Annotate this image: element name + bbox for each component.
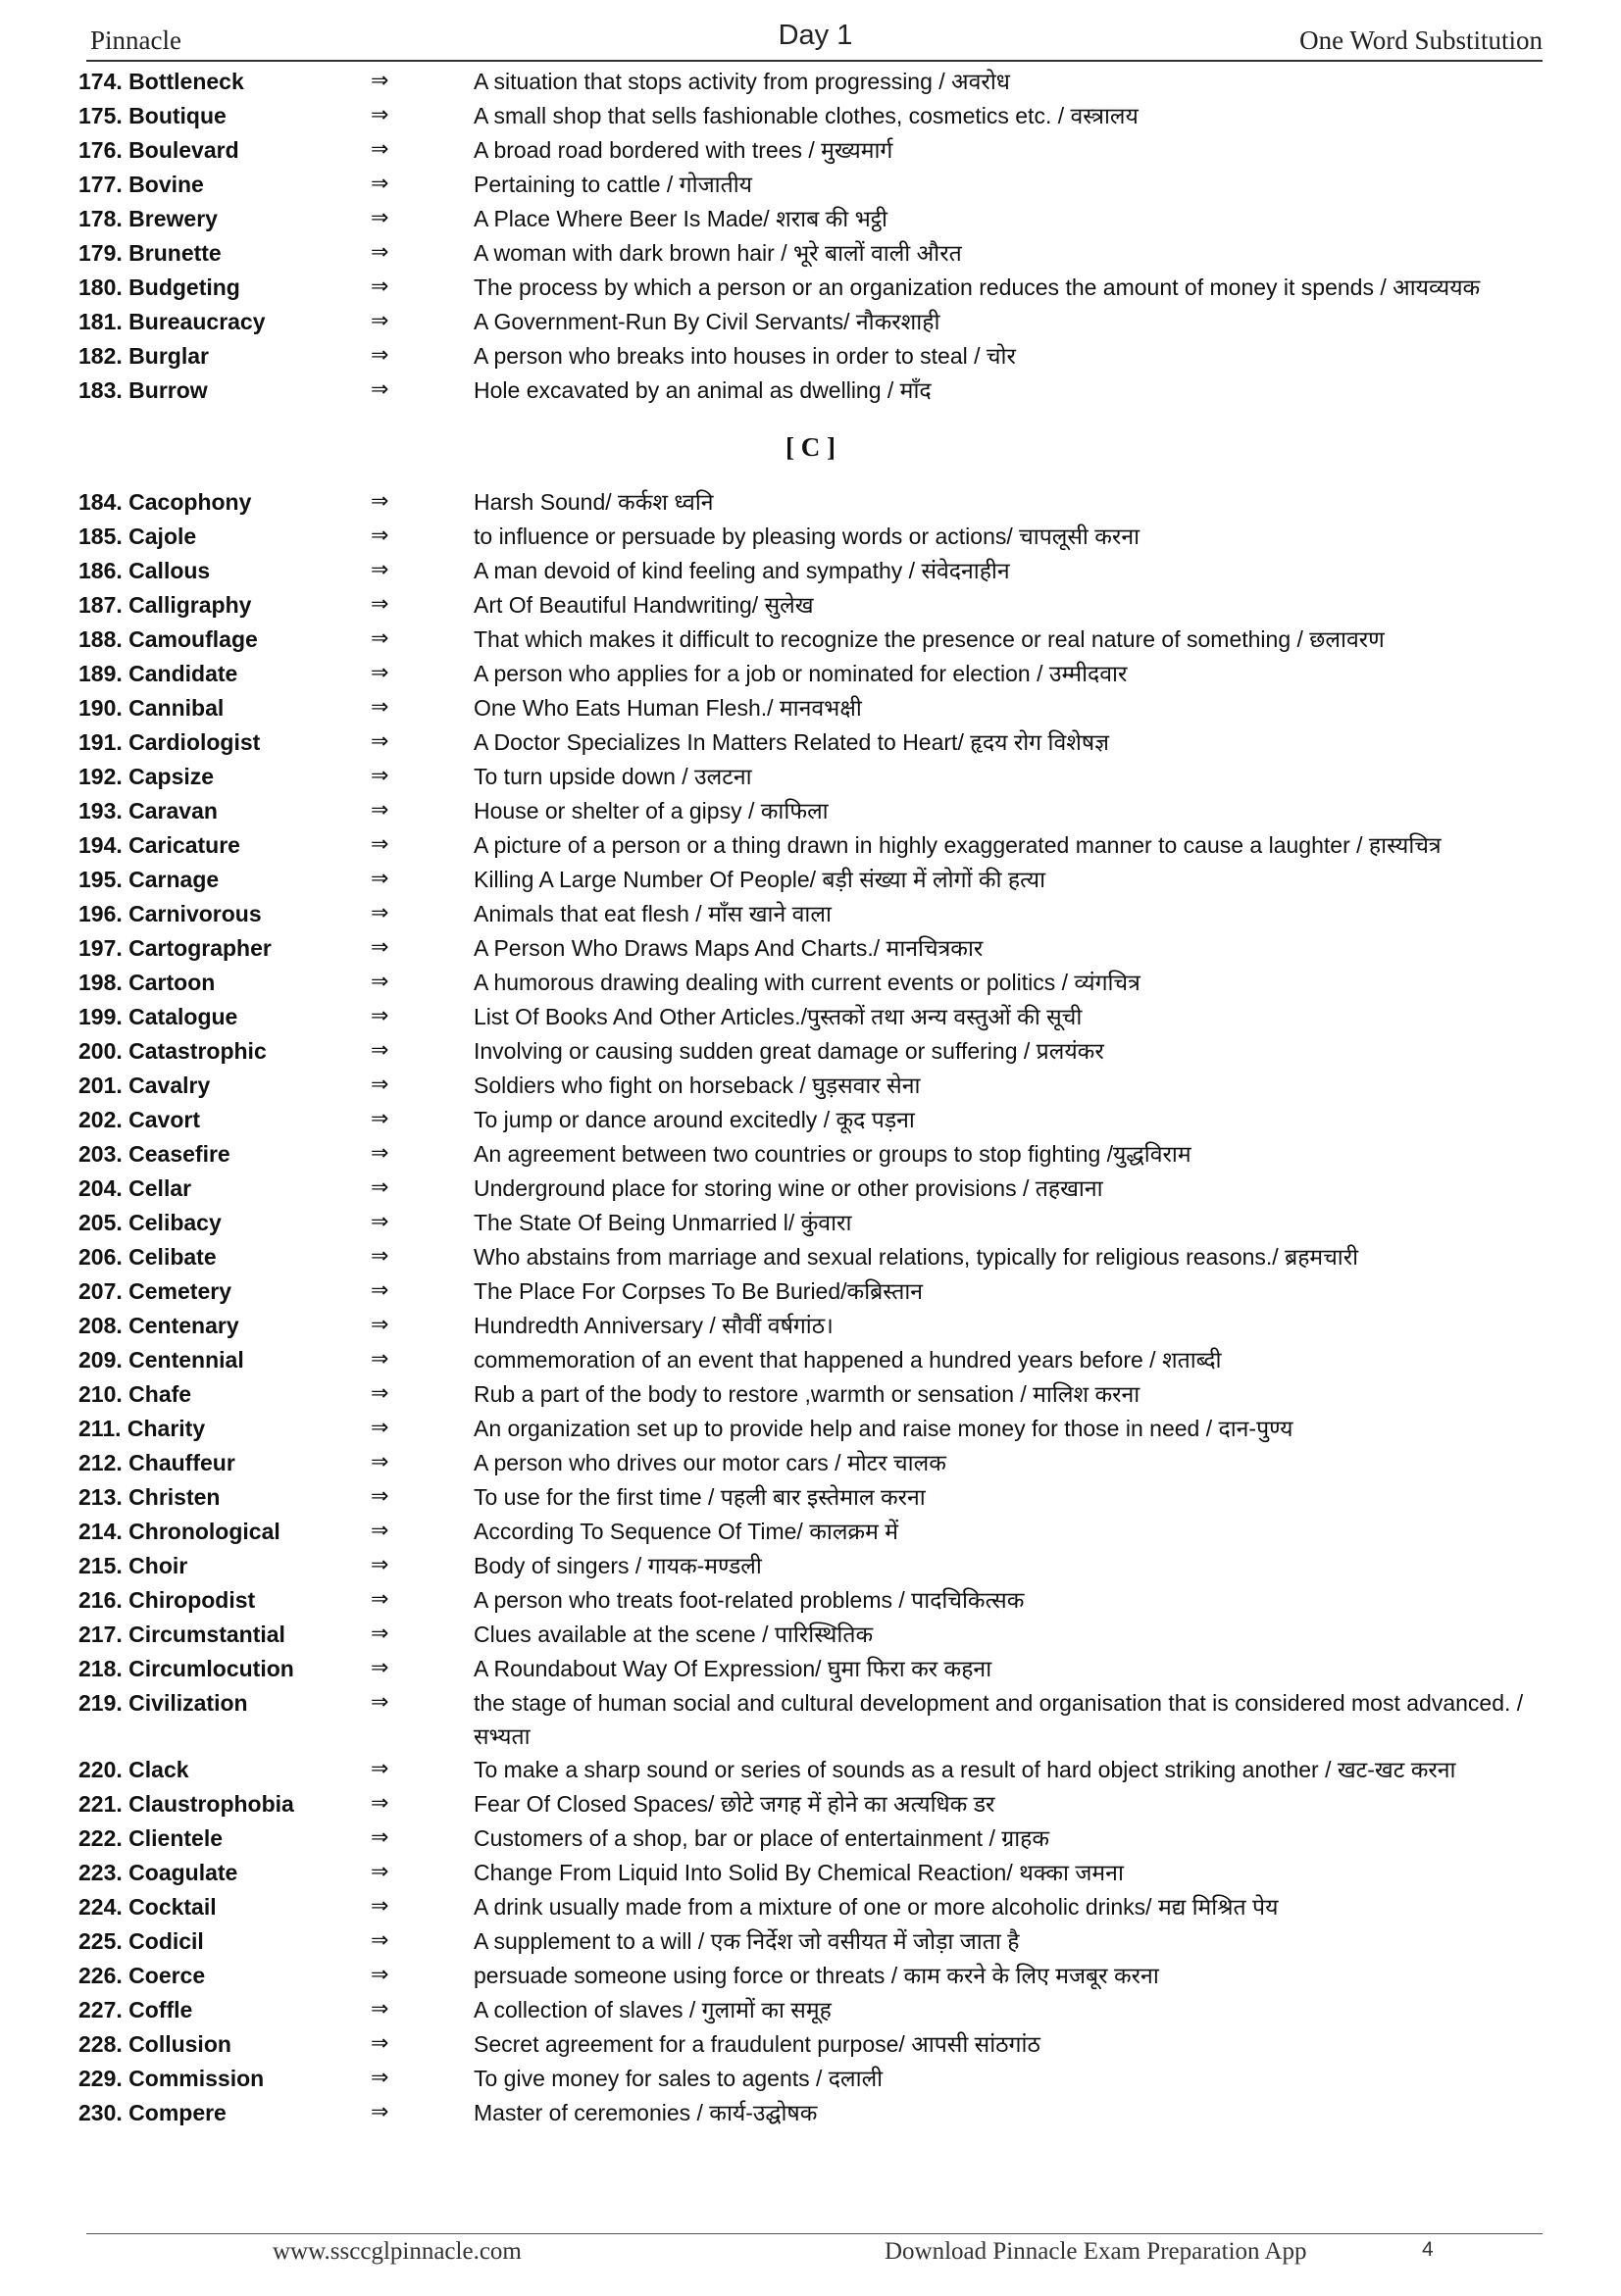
arrow-icon: ⇒ xyxy=(371,1038,389,1063)
entry-term: 217. Circumstantial xyxy=(78,1622,285,1647)
entry-row xyxy=(0,725,1621,760)
entry-term: 213. Christen xyxy=(78,1484,221,1510)
entry-definition: To give money for sales to agents / दलाली xyxy=(474,2066,884,2091)
arrow-icon: ⇒ xyxy=(371,1519,389,1543)
entry-definition: Soldiers who fight on horseback / घुड़सवार सेना xyxy=(474,1073,921,1098)
arrow-icon: ⇒ xyxy=(371,695,389,720)
entry-row xyxy=(0,931,1621,966)
entry-term: 223. Coagulate xyxy=(78,1860,238,1885)
arrow-icon: ⇒ xyxy=(371,1416,389,1440)
arrow-icon: ⇒ xyxy=(371,377,389,402)
entry-definition: To make a sharp sound or series of sounds as a result of hard object striking another / खट-खट करना xyxy=(474,1757,1456,1782)
entry-row xyxy=(0,271,1621,305)
entry-definition: to influence or persuade by pleasing words or actions/ चापलूसी करना xyxy=(474,524,1140,549)
footer-rule xyxy=(86,2233,1543,2234)
arrow-icon: ⇒ xyxy=(371,970,389,994)
entry-term: 181. Bureaucracy xyxy=(78,309,266,334)
entry-term: 178. Brewery xyxy=(78,206,218,231)
entry-row xyxy=(0,236,1621,271)
arrow-icon: ⇒ xyxy=(371,524,389,548)
entry-definition: Animals that eat flesh / माँस खाने वाला xyxy=(474,901,832,926)
entry-row xyxy=(0,1206,1621,1240)
entry-term: 193. Caravan xyxy=(78,798,218,824)
entry-term: 229. Commission xyxy=(78,2066,265,2091)
entry-definition: Hundredth Anniversary / सौवीं वर्षगांठ। xyxy=(474,1313,834,1338)
entry-definition: Art Of Beautiful Handwriting/ सुलेख xyxy=(474,592,814,618)
arrow-icon: ⇒ xyxy=(371,1450,389,1474)
entry-row xyxy=(0,1480,1621,1515)
entry-row xyxy=(0,1377,1621,1412)
arrow-icon: ⇒ xyxy=(371,764,389,788)
arrow-icon: ⇒ xyxy=(371,867,389,891)
entry-term: 203. Ceasefire xyxy=(78,1141,230,1167)
arrow-icon: ⇒ xyxy=(371,309,389,333)
entry-row xyxy=(0,1924,1621,1959)
entry-row xyxy=(0,1069,1621,1103)
arrow-icon: ⇒ xyxy=(371,172,389,196)
entry-definition: According To Sequence Of Time/ कालक्रम में xyxy=(474,1519,898,1544)
entry-definition: A person who treats foot-related problems / पादचिकित्सक xyxy=(474,1587,1025,1613)
entry-definition: A Place Where Beer Is Made/ शराब की भट्ठी xyxy=(474,206,887,231)
entry-row xyxy=(0,1549,1621,1583)
entry-term: 201. Cavalry xyxy=(78,1073,211,1098)
entry-definition: A collection of slaves / गुलामों का समूह xyxy=(474,1997,832,2022)
arrow-icon: ⇒ xyxy=(371,275,389,299)
entry-row xyxy=(0,305,1621,339)
entry-definition: A situation that stops activity from progressing / अवरोध xyxy=(474,69,1010,94)
arrow-icon: ⇒ xyxy=(371,729,389,754)
entry-row xyxy=(0,623,1621,657)
entry-row xyxy=(0,520,1621,554)
entry-term: 184. Cacophony xyxy=(78,489,252,515)
entry-definition: An organization set up to provide help and raise money for those in need / दान-पुण्य xyxy=(474,1416,1293,1441)
entry-term: 219. Civilization xyxy=(78,1690,248,1716)
entry-term: 225. Codicil xyxy=(78,1928,204,1954)
entry-definition: A supplement to a will / एक निर्देश जो वसीयत में जोड़ा जाता है xyxy=(474,1928,1020,1954)
entry-term: 218. Circumlocution xyxy=(78,1656,294,1681)
entry-term: 182. Burglar xyxy=(78,343,209,369)
entry-term: 175. Boutique xyxy=(78,103,227,128)
entry-definition: A person who applies for a job or nominated for election / उम्मीदवार xyxy=(474,661,1128,686)
entry-row xyxy=(0,374,1621,408)
entry-term: 227. Coffle xyxy=(78,1997,193,2022)
entry-definition: A Doctor Specializes In Matters Related to Heart/ हृदय रोग विशेषज्ञ xyxy=(474,729,1109,755)
entry-term: 221. Claustrophobia xyxy=(78,1791,294,1817)
header-rule xyxy=(86,60,1543,62)
arrow-icon: ⇒ xyxy=(371,1244,389,1269)
entry-term: 209. Centennial xyxy=(78,1347,244,1373)
entry-term: 194. Caricature xyxy=(78,832,240,858)
page-footer xyxy=(0,2238,1621,2277)
entry-row xyxy=(0,554,1621,588)
arrow-icon: ⇒ xyxy=(371,1894,389,1919)
arrow-icon: ⇒ xyxy=(371,489,389,514)
entry-definition: That which makes it difficult to recognize the presence or real nature of something / छलावरण xyxy=(474,626,1385,652)
entry-definition: A small shop that sells fashionable clothes, cosmetics etc. / वस्त्रालय xyxy=(474,103,1139,128)
entry-row xyxy=(0,1274,1621,1309)
entry-row xyxy=(0,1583,1621,1618)
entry-term: 176. Boulevard xyxy=(78,137,239,163)
entry-definition: A man devoid of kind feeling and sympathy / संवेदनाहीन xyxy=(474,558,1010,583)
arrow-icon: ⇒ xyxy=(371,1175,389,1200)
entry-definition: Secret agreement for a fraudulent purpose/ आपसी सांठगांठ xyxy=(474,2031,1040,2057)
header-day-title: Day 1 xyxy=(778,20,853,51)
entry-term: 207. Cemetery xyxy=(78,1278,231,1304)
entry-term: 214. Chronological xyxy=(78,1519,280,1544)
entry-definition: A Person Who Draws Maps And Charts./ मानचित्रकार xyxy=(474,935,984,961)
entry-row xyxy=(0,1309,1621,1343)
entry-definition: Harsh Sound/ कर्कश ध्वनि xyxy=(474,489,714,515)
arrow-icon: ⇒ xyxy=(371,1278,389,1303)
word-list xyxy=(0,65,1621,2130)
entry-row xyxy=(0,1787,1621,1822)
entry-row xyxy=(0,65,1621,99)
arrow-icon: ⇒ xyxy=(371,1587,389,1612)
entry-term: 226. Coerce xyxy=(78,1963,206,1988)
entry-row xyxy=(0,2062,1621,2096)
entry-row xyxy=(0,691,1621,725)
entry-term: 199. Catalogue xyxy=(78,1004,238,1029)
entry-term: 179. Brunette xyxy=(78,240,222,266)
entry-term: 185. Cajole xyxy=(78,524,197,549)
entry-definition: Fear Of Closed Spaces/ छोटे जगह में होने का अत्यधिक डर xyxy=(474,1791,995,1817)
entry-row xyxy=(0,1686,1621,1753)
entry-row xyxy=(0,588,1621,623)
entry-row xyxy=(0,1618,1621,1652)
entry-definition: A humorous drawing dealing with current events or politics / व्यंगचित्र xyxy=(474,970,1140,995)
entry-definition: A drink usually made from a mixture of one or more alcoholic drinks/ मद्य मिश्रित पेय xyxy=(474,1894,1279,1920)
entry-row xyxy=(0,1652,1621,1686)
entry-row xyxy=(0,1412,1621,1446)
entry-term: 211. Charity xyxy=(78,1416,206,1441)
entry-definition: Who abstains from marriage and sexual relations, typically for religious reasons./ ब्रहमचारी xyxy=(474,1244,1359,1270)
arrow-icon: ⇒ xyxy=(371,2031,389,2056)
entry-row xyxy=(0,1959,1621,1993)
entry-row xyxy=(0,1103,1621,1137)
entry-definition: To use for the first time / पहली बार इस्तेमाल करना xyxy=(474,1484,926,1510)
entry-definition: The State Of Being Unmarried l/ कुंवारा xyxy=(474,1210,852,1235)
entry-term: 187. Calligraphy xyxy=(78,592,252,618)
arrow-icon: ⇒ xyxy=(371,832,389,857)
entry-row xyxy=(0,1000,1621,1034)
entry-definition: Killing A Large Number Of People/ बड़ी संख्या में लोगों की हत्या xyxy=(474,867,1046,892)
entry-term: 215. Choir xyxy=(78,1553,188,1578)
entry-row xyxy=(0,897,1621,931)
arrow-icon: ⇒ xyxy=(371,206,389,230)
entry-term: 177. Bovine xyxy=(78,172,204,197)
entry-term: 228. Collusion xyxy=(78,2031,231,2057)
entry-definition: A woman with dark brown hair / भूरे बालों वाली औरत xyxy=(474,240,962,266)
entry-row xyxy=(0,1446,1621,1480)
entry-row xyxy=(0,339,1621,374)
entry-row xyxy=(0,966,1621,1000)
arrow-icon: ⇒ xyxy=(371,1690,389,1715)
entry-term: 174. Bottleneck xyxy=(78,69,244,94)
entry-definition: Customers of a shop, bar or place of entertainment / ग्राहक xyxy=(474,1825,1050,1851)
entry-term: 210. Chafe xyxy=(78,1381,192,1407)
entry-row xyxy=(0,1137,1621,1172)
entry-term: 180. Budgeting xyxy=(78,275,240,300)
footer-website[interactable]: www.ssccglpinnacle.com xyxy=(273,2238,522,2265)
entry-term: 204. Cellar xyxy=(78,1175,192,1201)
entry-row xyxy=(0,760,1621,794)
arrow-icon: ⇒ xyxy=(371,1656,389,1680)
entry-term: 189. Candidate xyxy=(78,661,238,686)
arrow-icon: ⇒ xyxy=(371,2100,389,2124)
arrow-icon: ⇒ xyxy=(371,1313,389,1337)
entry-term: 196. Carnivorous xyxy=(78,901,262,926)
arrow-icon: ⇒ xyxy=(371,1860,389,1884)
entry-row xyxy=(0,485,1621,520)
entries-c-group xyxy=(0,485,1621,2130)
entry-definition: The Place For Corpses To Be Buried/कब्रिस्तान xyxy=(474,1278,924,1304)
entry-term: 183. Burrow xyxy=(78,377,208,403)
entry-term: 191. Cardiologist xyxy=(78,729,261,755)
arrow-icon: ⇒ xyxy=(371,1997,389,2021)
entry-definition: Body of singers / गायक-मण्डली xyxy=(474,1553,762,1578)
entry-row xyxy=(0,99,1621,133)
arrow-icon: ⇒ xyxy=(371,1757,389,1781)
arrow-icon: ⇒ xyxy=(371,1928,389,1953)
entry-term: 224. Cocktail xyxy=(78,1894,217,1920)
entry-definition: the stage of human social and cultural development and organisation that is considered most advanced. / सभ्यता xyxy=(474,1690,1524,1749)
arrow-icon: ⇒ xyxy=(371,1484,389,1509)
arrow-icon: ⇒ xyxy=(371,1141,389,1166)
entry-row xyxy=(0,1240,1621,1274)
entry-definition: A Roundabout Way Of Expression/ घुमा फिरा कर कहना xyxy=(474,1656,992,1681)
entry-row xyxy=(0,2096,1621,2130)
entry-definition: A person who breaks into houses in order to steal / चोर xyxy=(474,343,1016,369)
entry-term: 192. Capsize xyxy=(78,764,215,789)
entry-definition: Rub a part of the body to restore ,warmth or sensation / मालिश करना xyxy=(474,1381,1140,1407)
entry-definition: A Government-Run By Civil Servants/ नौकरशाही xyxy=(474,309,940,334)
entry-term: 220. Clack xyxy=(78,1757,189,1782)
arrow-icon: ⇒ xyxy=(371,1004,389,1028)
arrow-icon: ⇒ xyxy=(371,1825,389,1850)
arrow-icon: ⇒ xyxy=(371,1791,389,1816)
arrow-icon: ⇒ xyxy=(371,137,389,162)
entry-definition: Underground place for storing wine or other provisions / तहखाना xyxy=(474,1175,1103,1201)
entry-row xyxy=(0,863,1621,897)
entry-definition: commemoration of an event that happened a hundred years before / शताब्दी xyxy=(474,1347,1222,1373)
entry-term: 206. Celibate xyxy=(78,1244,217,1270)
entry-definition: Clues available at the scene / पारिस्थितिक xyxy=(474,1622,874,1647)
entry-definition: A broad road bordered with trees / मुख्यमार्ग xyxy=(474,137,893,163)
footer-app-text: Download Pinnacle Exam Preparation App xyxy=(885,2238,1307,2265)
entry-row xyxy=(0,202,1621,236)
entry-row xyxy=(0,828,1621,863)
entry-definition: The process by which a person or an organization reduces the amount of money it spends / आयव्ययक xyxy=(474,275,1481,300)
entry-row xyxy=(0,1172,1621,1206)
entry-definition: Pertaining to cattle / गोजातीय xyxy=(474,172,753,197)
arrow-icon: ⇒ xyxy=(371,935,389,960)
entry-term: 195. Carnage xyxy=(78,867,220,892)
entry-row xyxy=(0,1890,1621,1924)
arrow-icon: ⇒ xyxy=(371,661,389,685)
entry-term: 202. Cavort xyxy=(78,1107,201,1132)
arrow-icon: ⇒ xyxy=(371,1622,389,1646)
arrow-icon: ⇒ xyxy=(371,69,389,93)
arrow-icon: ⇒ xyxy=(371,1381,389,1406)
entry-definition: Change From Liquid Into Solid By Chemical Reaction/ थक्का जमना xyxy=(474,1860,1124,1885)
entry-term: 208. Centenary xyxy=(78,1313,239,1338)
entry-row xyxy=(0,1515,1621,1549)
entry-term: 186. Callous xyxy=(78,558,211,583)
entry-definition: An agreement between two countries or groups to stop fighting /युद्धविराम xyxy=(474,1141,1191,1167)
arrow-icon: ⇒ xyxy=(371,343,389,368)
arrow-icon: ⇒ xyxy=(371,2066,389,2090)
arrow-icon: ⇒ xyxy=(371,103,389,127)
arrow-icon: ⇒ xyxy=(371,1210,389,1234)
entry-row xyxy=(0,2027,1621,2062)
arrow-icon: ⇒ xyxy=(371,626,389,651)
entry-row xyxy=(0,794,1621,828)
arrow-icon: ⇒ xyxy=(371,1073,389,1097)
page-header xyxy=(88,20,1543,61)
header-publisher: Pinnacle xyxy=(90,25,181,55)
entry-row xyxy=(0,1993,1621,2027)
arrow-icon: ⇒ xyxy=(371,901,389,925)
entry-row xyxy=(0,657,1621,691)
entry-definition: To jump or dance around excitedly / कूद पड़ना xyxy=(474,1107,915,1132)
entry-term: 198. Cartoon xyxy=(78,970,216,995)
arrow-icon: ⇒ xyxy=(371,1107,389,1131)
entry-definition: One Who Eats Human Flesh./ मानवभक्षी xyxy=(474,695,862,721)
entry-term: 190. Cannibal xyxy=(78,695,225,721)
entry-definition: Involving or causing sudden great damage or suffering / प्रलयंकर xyxy=(474,1038,1104,1064)
entry-term: 216. Chiropodist xyxy=(78,1587,256,1613)
entry-term: 205. Celibacy xyxy=(78,1210,222,1235)
entry-row xyxy=(0,133,1621,168)
entry-row xyxy=(0,1753,1621,1787)
entry-row xyxy=(0,1034,1621,1069)
entry-definition: A picture of a person or a thing drawn in highly exaggerated manner to cause a laughter / हास्यचित्र xyxy=(474,832,1442,858)
entries-b-group xyxy=(0,65,1621,408)
entry-row xyxy=(0,1856,1621,1890)
entry-term: 222. Clientele xyxy=(78,1825,224,1851)
entry-row xyxy=(0,168,1621,202)
arrow-icon: ⇒ xyxy=(371,1347,389,1372)
arrow-icon: ⇒ xyxy=(371,1553,389,1577)
entry-term: 188. Camouflage xyxy=(78,626,258,652)
arrow-icon: ⇒ xyxy=(371,592,389,617)
entry-term: 212. Chauffeur xyxy=(78,1450,235,1475)
entry-row xyxy=(0,1822,1621,1856)
entry-term: 200. Catastrophic xyxy=(78,1038,267,1064)
entry-term: 230. Compere xyxy=(78,2100,227,2125)
arrow-icon: ⇒ xyxy=(371,1963,389,1987)
entry-definition: To turn upside down / उलटना xyxy=(474,764,752,789)
header-subject: One Word Substitution xyxy=(1299,25,1543,55)
entry-definition: persuade someone using force or threats / काम करने के लिए मजबूर करना xyxy=(474,1963,1159,1988)
page-number: 4 xyxy=(1422,2238,1434,2261)
arrow-icon: ⇒ xyxy=(371,558,389,582)
entry-definition: List Of Books And Other Articles./पुस्तकों तथा अन्य वस्तुओं की सूची xyxy=(474,1004,1083,1029)
entry-definition: House or shelter of a gipsy / काफिला xyxy=(474,798,829,824)
entry-row xyxy=(0,1343,1621,1377)
entry-definition: Hole excavated by an animal as dwelling / माँद xyxy=(474,377,932,403)
entry-definition: A person who drives our motor cars / मोटर चालक xyxy=(474,1450,946,1475)
arrow-icon: ⇒ xyxy=(371,240,389,265)
entry-definition: Master of ceremonies / कार्य-उद्घोषक xyxy=(474,2100,818,2125)
entry-term: 197. Cartographer xyxy=(78,935,272,961)
section-heading-c: [ C ] xyxy=(785,432,836,462)
arrow-icon: ⇒ xyxy=(371,798,389,823)
